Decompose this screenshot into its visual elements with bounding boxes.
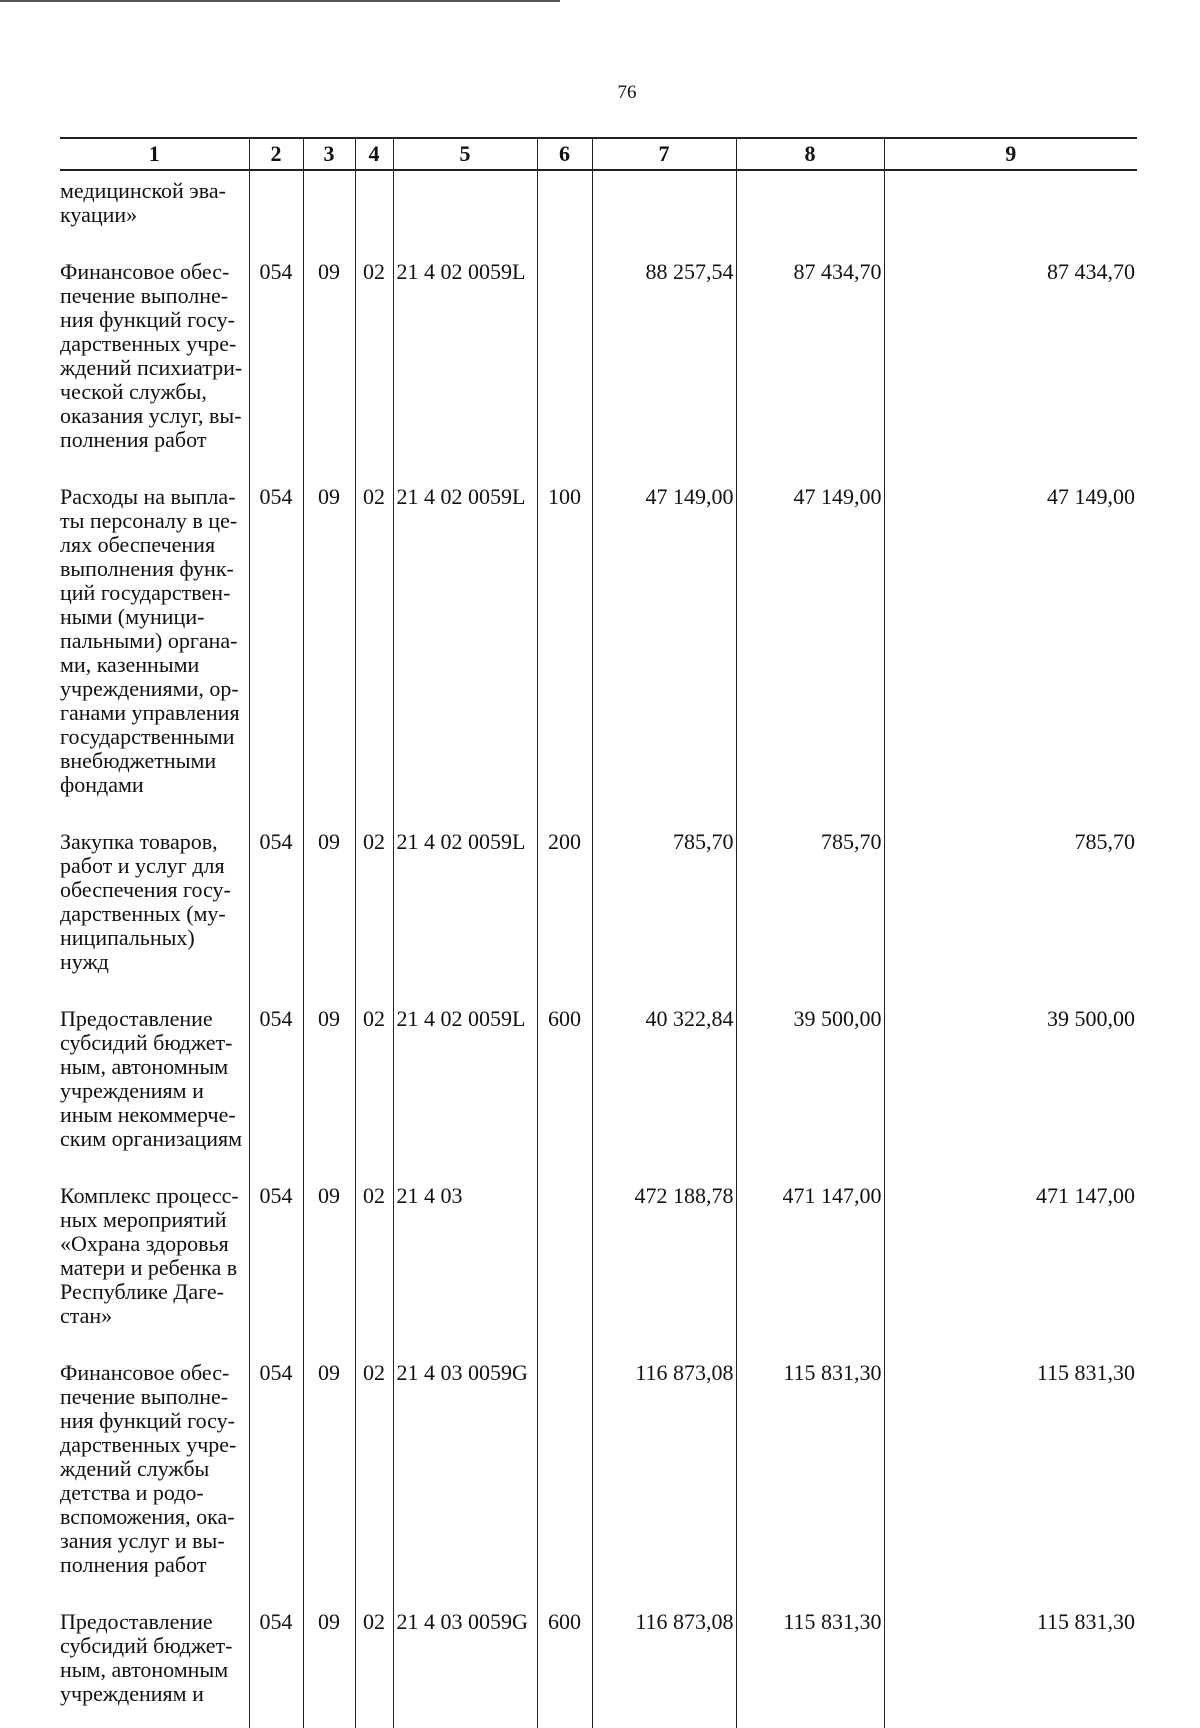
- column-header: 4: [355, 138, 393, 170]
- table-row: [60, 1176, 1137, 1353]
- cell-col-2: 054: [249, 822, 303, 999]
- column-header: 7: [592, 138, 736, 170]
- cell-col-3: 09: [303, 1353, 355, 1602]
- table-row: [60, 1602, 1137, 1728]
- cell-col-9: 47 149,00: [884, 477, 1137, 822]
- cell-col-3: 09: [303, 822, 355, 999]
- cell-col-6: [537, 170, 592, 252]
- table-body: [60, 170, 1137, 1728]
- cell-col-2: 054: [249, 999, 303, 1176]
- cell-col-6: 100: [537, 477, 592, 822]
- cell-col-8: 39 500,00: [736, 999, 884, 1176]
- row-name: Финансовое обес- печение выполне- ния функций госу- дарственных учре- ждений психиатри- ческой службы, оказания услуг, вы- полнения работ: [60, 259, 243, 452]
- cell-col-5: 21 4 02 0059L: [393, 252, 537, 477]
- table-row: [60, 999, 1137, 1176]
- cell-col-9: 471 147,00: [884, 1176, 1137, 1353]
- cell-col-7: 47 149,00: [592, 477, 736, 822]
- cell-col-7: 88 257,54: [592, 252, 736, 477]
- cell-col-4: 02: [355, 1176, 393, 1353]
- cell-col-6: 600: [537, 999, 592, 1176]
- cell-col-9: 115 831,30: [884, 1353, 1137, 1602]
- cell-col-4: 02: [355, 1353, 393, 1602]
- row-name: Предоставление субсидий бюджет- ным, автономным учреждениям и иным некоммерче- ским организациям: [60, 1006, 243, 1151]
- table-row: [60, 252, 1137, 477]
- cell-col-3: 09: [303, 252, 355, 477]
- cell-col-2: 054: [249, 477, 303, 822]
- cell-col-2: 054: [249, 1176, 303, 1353]
- column-header: 9: [884, 138, 1137, 170]
- cell-col-5: 21 4 02 0059L: [393, 999, 537, 1176]
- cell-col-5: 21 4 03 0059G: [393, 1602, 537, 1728]
- cell-col-9: 785,70: [884, 822, 1137, 999]
- cell-col-9: 39 500,00: [884, 999, 1137, 1176]
- row-name: Финансовое обес- печение выполне- ния функций госу- дарственных учре- ждений службы детства и родо- вспоможения, ока- зания услуг и вы- полнения работ: [60, 1360, 237, 1577]
- cell-col-6: [537, 252, 592, 477]
- cell-col-7: 116 873,08: [592, 1602, 736, 1728]
- cell-col-5: 21 4 03: [393, 1176, 537, 1353]
- cell-col-4: 02: [355, 999, 393, 1176]
- row-name: Расходы на выпла- ты персоналу в це- лях обеспечения выполнения функ- ций государствен- ными (муници- пальными) органа- ми, казенными учреждениями, ор- ганами управления государственными внебюджетными фондами: [60, 484, 240, 797]
- column-header: 8: [736, 138, 884, 170]
- cell-col-9: 115 831,30: [884, 1602, 1137, 1728]
- budget-table: [60, 137, 1137, 1728]
- cell-col-2: 054: [249, 252, 303, 477]
- cell-col-2: 054: [249, 1353, 303, 1602]
- cell-col-2: [249, 170, 303, 252]
- column-header: 3: [303, 138, 355, 170]
- cell-col-5: 21 4 02 0059L: [393, 477, 537, 822]
- row-name: Комплекс процесс- ных мероприятий «Охрана здоровья матери и ребенка в Республике Даге- стан»: [60, 1183, 239, 1328]
- cell-col-3: 09: [303, 477, 355, 822]
- column-header: 1: [60, 138, 249, 170]
- cell-col-4: 02: [355, 822, 393, 999]
- cell-col-5: 21 4 02 0059L: [393, 822, 537, 999]
- cell-col-8: 115 831,30: [736, 1353, 884, 1602]
- cell-col-7: 116 873,08: [592, 1353, 736, 1602]
- cell-col-3: 09: [303, 1602, 355, 1728]
- cell-col-5: 21 4 03 0059G: [393, 1353, 537, 1602]
- cell-col-8: 785,70: [736, 822, 884, 999]
- cell-col-7: 472 188,78: [592, 1176, 736, 1353]
- top-border-line: [0, 0, 560, 2]
- cell-col-3: 09: [303, 1176, 355, 1353]
- cell-col-5: [393, 170, 537, 252]
- cell-col-7: 785,70: [592, 822, 736, 999]
- table-header-row: [60, 138, 1137, 170]
- column-header: 5: [393, 138, 537, 170]
- table-row: [60, 477, 1137, 822]
- cell-col-9: 87 434,70: [884, 252, 1137, 477]
- row-name: Предоставление субсидий бюджет- ным, автономным учреждениям и: [60, 1609, 233, 1706]
- cell-col-9: [884, 170, 1137, 252]
- cell-col-4: 02: [355, 1602, 393, 1728]
- row-name: Закупка товаров, работ и услуг для обеспечения госу- дарственных (му- ниципальных) нужд: [60, 829, 231, 974]
- cell-col-6: 200: [537, 822, 592, 999]
- cell-col-2: 054: [249, 1602, 303, 1728]
- cell-col-6: [537, 1353, 592, 1602]
- column-header: 2: [249, 138, 303, 170]
- cell-col-8: 47 149,00: [736, 477, 884, 822]
- cell-col-8: 115 831,30: [736, 1602, 884, 1728]
- page-number: 76: [617, 82, 637, 103]
- cell-col-4: 02: [355, 252, 393, 477]
- cell-col-6: 600: [537, 1602, 592, 1728]
- table-row: [60, 170, 1137, 252]
- row-name: медицинской эва- куации»: [60, 178, 226, 227]
- cell-col-6: [537, 1176, 592, 1353]
- cell-col-8: 471 147,00: [736, 1176, 884, 1353]
- cell-col-4: 02: [355, 477, 393, 822]
- table-row: [60, 1353, 1137, 1602]
- cell-col-7: 40 322,84: [592, 999, 736, 1176]
- cell-col-8: [736, 170, 884, 252]
- cell-col-8: 87 434,70: [736, 252, 884, 477]
- cell-col-3: 09: [303, 999, 355, 1176]
- table-row: [60, 822, 1137, 999]
- cell-col-4: [355, 170, 393, 252]
- column-header: 6: [537, 138, 592, 170]
- cell-col-7: [592, 170, 736, 252]
- cell-col-3: [303, 170, 355, 252]
